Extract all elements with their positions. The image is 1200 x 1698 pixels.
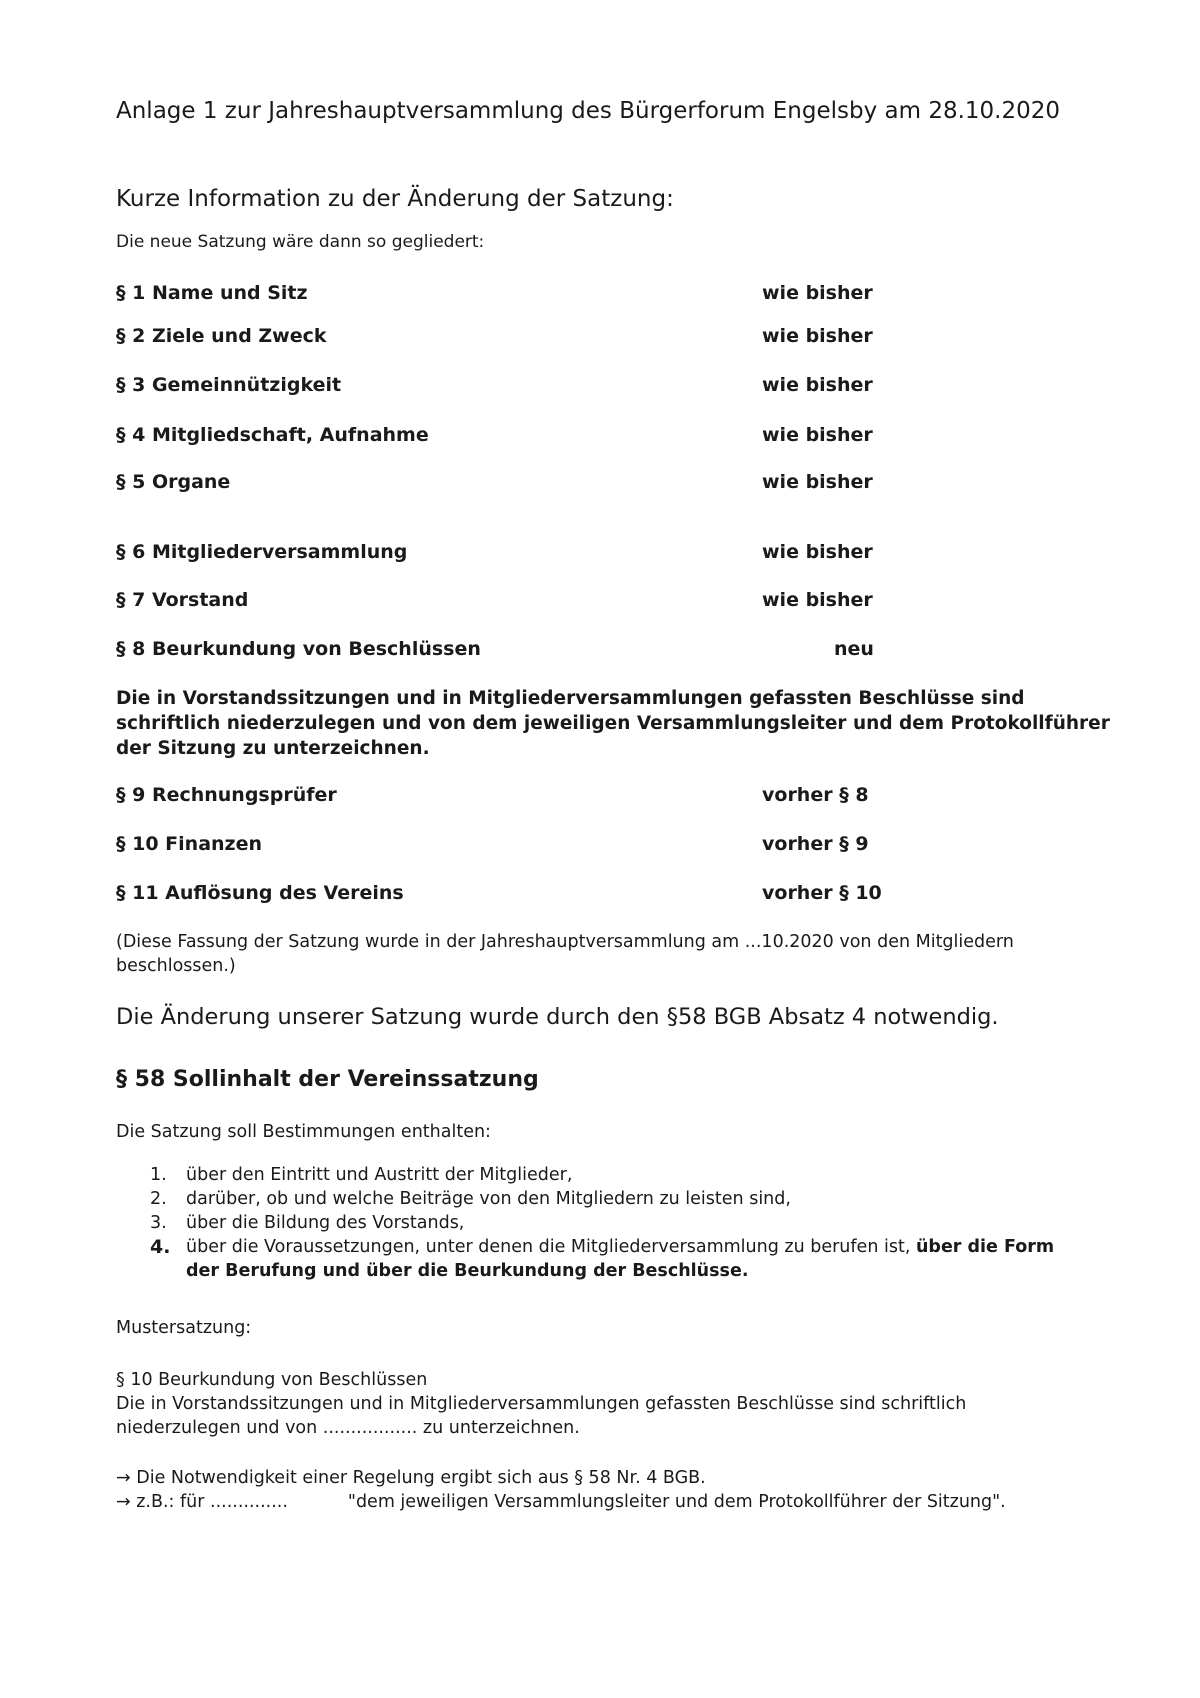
arrow-note-1: → Die Notwendigkeit einer Regelung ergibt sich aus § 58 Nr. 4 BGB. [116, 1468, 706, 1488]
list-text-container [186, 1235, 1090, 1283]
list-text: über die Voraussetzungen, unter denen die Mitgliederversammlung zu berufen ist, [186, 1237, 916, 1257]
list-number: 1. [150, 1165, 167, 1185]
section-label: § 6 Mitgliederversammlung [116, 541, 408, 563]
section-heading: Kurze Information zu der Änderung der Satzung: [116, 186, 674, 212]
section-status: wie bisher [762, 471, 873, 493]
section-status: wie bisher [762, 325, 873, 347]
muster-label: Mustersatzung: [116, 1318, 252, 1338]
section-status: wie bisher [762, 541, 873, 563]
section-status: wie bisher [762, 589, 873, 611]
list-item [150, 1187, 1090, 1211]
section-label: § 2 Ziele und Zweck [116, 325, 327, 347]
section-label: § 4 Mitgliedschaft, Aufnahme [116, 424, 429, 446]
section-label: § 8 Beurkundung von Beschlüssen [116, 638, 481, 660]
new-section-paragraph: Die in Vorstandssitzungen und in Mitgliederversammlungen gefassten Beschlüsse sind schriftlich niederzulegen und von dem jeweiligen Versammlungsleiter und dem Protokollführer der Sitzung zu unterzeichnen. [116, 688, 1110, 759]
section-status: vorher § 9 [762, 833, 869, 855]
intro-text: Die neue Satzung wäre dann so gegliedert: [116, 232, 485, 252]
list-item [150, 1235, 1090, 1283]
change-statement: Die Änderung unserer Satzung wurde durch den §58 BGB Absatz 4 notwendig. [116, 1004, 999, 1030]
section-status: wie bisher [762, 424, 873, 446]
bgb-heading: § 58 Sollinhalt der Vereinssatzung [116, 1067, 539, 1092]
muster-block [116, 1368, 1096, 1440]
list-number: 2. [150, 1189, 167, 1209]
section-status: vorher § 8 [762, 784, 869, 806]
list-number: 3. [150, 1213, 167, 1233]
arrow-note-2-prefix: → z.B.: für .............. [116, 1492, 288, 1512]
list-text: darüber, ob und welche Beiträge von den Mitgliedern zu leisten sind, [186, 1189, 791, 1209]
arrow-note-2 [116, 1490, 1096, 1514]
list-item [150, 1163, 1090, 1187]
section-status: wie bisher [762, 374, 873, 396]
bgb-intro: Die Satzung soll Bestimmungen enthalten: [116, 1122, 491, 1142]
section-label: § 5 Organe [116, 471, 231, 493]
arrow-note-2-quote: "dem jeweiligen Versammlungsleiter und dem Protokollführer der Sitzung". [347, 1492, 1006, 1512]
adoption-note: (Diese Fassung der Satzung wurde in der Jahreshauptversammlung am ...10.2020 von den Mitgliedern beschlossen.) [116, 932, 1014, 976]
section-status: vorher § 10 [762, 882, 882, 904]
list-number: 4. [150, 1236, 171, 1258]
list-text: über den Eintritt und Austritt der Mitglieder, [186, 1165, 573, 1185]
section-label: § 3 Gemeinnützigkeit [116, 374, 342, 396]
section-label: § 7 Vorstand [116, 589, 249, 611]
list-item [150, 1211, 1090, 1235]
section-label: § 10 Finanzen [116, 833, 263, 855]
muster-text: Die in Vorstandssitzungen und in Mitgliederversammlungen gefassten Beschlüsse sind schriftlich niederzulegen und von ................. zu unterzeichnen. [116, 1394, 967, 1438]
section-status: neu [834, 638, 874, 660]
section-label: § 1 Name und Sitz [116, 282, 308, 304]
list-text-bold: über die Form der Berufung und über die Beurkundung der Beschlüsse. [186, 1237, 1055, 1281]
section-label: § 9 Rechnungsprüfer [116, 784, 337, 806]
arrow-notes [116, 1466, 1096, 1514]
muster-heading: § 10 Beurkundung von Beschlüssen [116, 1370, 428, 1390]
section-label: § 11 Auflösung des Vereins [116, 882, 404, 904]
bgb-list [150, 1163, 1090, 1283]
list-text: über die Bildung des Vorstands, [186, 1213, 465, 1233]
document-title: Anlage 1 zur Jahreshauptversammlung des Bürgerforum Engelsby am 28.10.2020 [116, 98, 1061, 124]
section-status: wie bisher [762, 282, 873, 304]
spacer [288, 1490, 348, 1514]
